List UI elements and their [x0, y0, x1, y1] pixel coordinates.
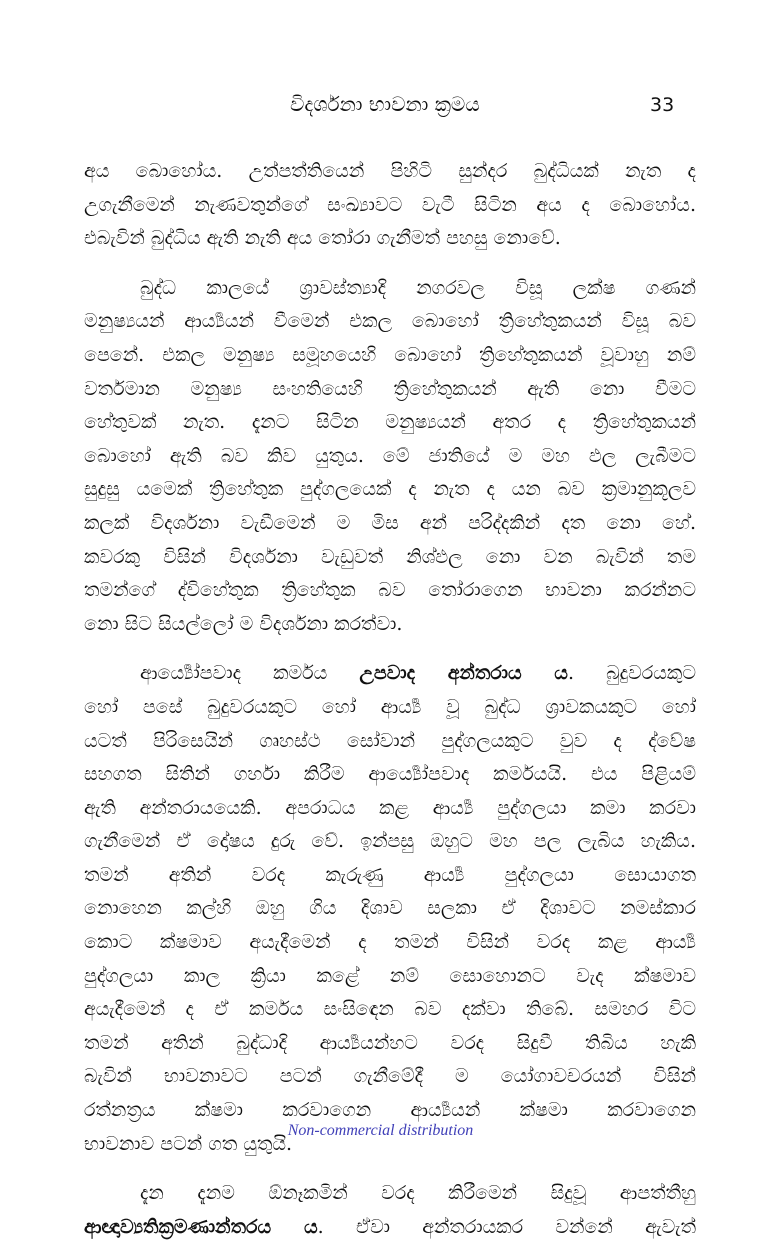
text-line: භාවනාව පටන් ගත යුතුයි. [84, 1132, 293, 1155]
paragraph-4 [84, 1177, 696, 1244]
line-text: . බුදුවරයකුට [567, 662, 696, 685]
text-line: ගැනීමෙන් ඒ දෝෂය දුරු වේ. ඉන්පසු ඔහුට මහ පල ලැබිය හැකිය. [84, 830, 696, 853]
text-line: අයැදීමෙන් ද ඒ කර්මය සංසිඳෙන බව දක්වා තිබේ. සමහර විට [84, 998, 696, 1021]
text-line [84, 657, 696, 691]
line-text: . ඒවා අන්තරායකර වන්නේ ඇවැත් [317, 1215, 696, 1238]
text-line: මනුෂ්‍යයන් ආර්‍ය්‍යයන් වීමෙන් එකල බොහෝ ත්‍රිහේතුකයන් විසූ බව [84, 310, 696, 333]
text-line: උගැනීමෙන් නැණවතුන්ගේ සංඛ්‍යාවට වැටී සිටින අය ද බොහෝය. [84, 193, 696, 216]
text-line: ඇති අන්තරායයෙකි. අපරාධය කළ ආර්‍ය්‍ය පුද්ගලයා කමා කරවා [84, 796, 696, 819]
text-line: හෝ පසේ බුදුවරයකුට හෝ ආර්‍ය්‍ය වූ බුද්ධ ශ්‍රාවකයකුට හෝ [84, 695, 696, 718]
text-line: බොහෝ ඇති බව කිව යුතුය. මේ ජාතියේ ම මහ ඵල ලැබීමට [84, 444, 696, 467]
paragraph-2 [84, 272, 696, 642]
text-line: එබැවින් බුද්ධිය ඇති නැති අය තෝරා ගැනීමත් පහසු නොවේ. [84, 227, 561, 250]
text-line: අය බොහෝය. උත්පත්තියෙන් පිහිටි සුන්දර බුද්ධියක් නැත ද [84, 160, 696, 182]
text-line: සහගත සිතින් ගර්හා කිරීම ආර්‍ය්‍යෝපවාද කර්මයයි. එය පිළියම් [84, 763, 696, 786]
text-line: කොට ක්ෂමාව අයැදීමෙන් ද තමන් විසින් වරද කළ ආර්‍ය්‍ය [84, 931, 696, 954]
text-line: හේතුවක් නැත. දැනට සිටින මනුෂ්‍යයන් අතර ද ත්‍රිහේතුකයන් [84, 411, 696, 434]
text-line: පුද්ගලයා කාල ක්‍රියා කළේ නම් සොහොනට වැද ක්ෂමාව [84, 964, 696, 987]
text-line: යටත් පිරිසෙයින් ගෘහස්ථ සෝවාන් පුද්ගලයකුට වුව ද ද්වේෂ [84, 729, 696, 752]
paragraph-1 [84, 155, 696, 256]
running-title: විදර්ශනා භාවනා ක්‍රමය [290, 92, 480, 116]
text-line: සුදුසු යමෙක් ත්‍රිහේතුක පුද්ගලයෙක් ද නැත ද යන බව ක්‍රමානුකූලව [84, 478, 696, 501]
paragraph-3 [84, 657, 696, 1161]
text-line: කලක් විදර්ශනා වැඩීමෙන් ම මිස අන් පරිද්දකින් දත නො හේ. [84, 511, 696, 534]
bold-term-ajnavyatikramana-antaraya: ආඥාව්‍යතික්‍රමණාන්තරය ය [84, 1215, 318, 1238]
text-line: දැන දැනම ඕනෑකමින් වරද කිරීමෙන් සිදුවූ ආපත්තීහු [140, 1182, 696, 1205]
page-header [0, 92, 761, 122]
text-line [84, 1211, 696, 1244]
text-line: බුද්ධ කාලයේ ශ්‍රාවස්ත්‍යාදි නගරවල විසූ ලක්ෂ ගණන් [140, 276, 696, 299]
line-text: ආර්‍ය්‍යෝපවාද කර්මය [140, 662, 360, 685]
text-line: තමන් අතින් වරද කැරුණු ආර්‍ය්‍ය පුද්ගලයා සොයාගත [84, 863, 696, 886]
watermark-footer: Non-commercial distribution [287, 1122, 474, 1139]
body-text [84, 155, 696, 1244]
text-line: නොහෙන කල්හි ඔහු ගිය දිශාව සලකා ඒ දිශාවට නමස්කාර [84, 897, 696, 920]
text-line: නො සිට සියල්ලෝ ම විදර්ශනා කරත්වා. [84, 612, 403, 635]
text-line: වර්තමාන මනුෂ්‍ය සංහතියෙහි ත්‍රිහේතුකයන් ඇති නො වීමට [84, 377, 696, 400]
text-line: රත්නත්‍රය ක්ෂමා කරවාගෙන ආර්‍ය්‍යයන් ක්ෂමා කරවාගෙන [84, 1099, 696, 1122]
text-line: තමන්ගේ ද්විහේතුක ත්‍රිහේතුක බව තෝරාගෙන භාවනා කරන්නට [84, 579, 696, 602]
text-line: බැවින් භාවනාවට පටන් ගැනීමේදී ම යෝගාවචරයන් විසින් [84, 1065, 696, 1088]
bold-term-upavada-antaraya: උපවාද අන්තරාය ය [359, 662, 568, 685]
text-line: කවරකු විසින් විදර්ශනා වැඩුවත් නිශ්ඵල නො වන බැවින් තම [84, 545, 696, 568]
page-number: 33 [650, 94, 675, 116]
text-line: පෙනේ. එකල මනුෂ්‍ය සමූහයෙහි බොහෝ ත්‍රිහේතුකයන් වූවාහු නම් [84, 343, 696, 366]
text-line: තමන් අතින් බුද්ධාදි ආර්‍ය්‍යයන්හට වරද සිදුවී තිබිය හැකි [84, 1031, 696, 1054]
